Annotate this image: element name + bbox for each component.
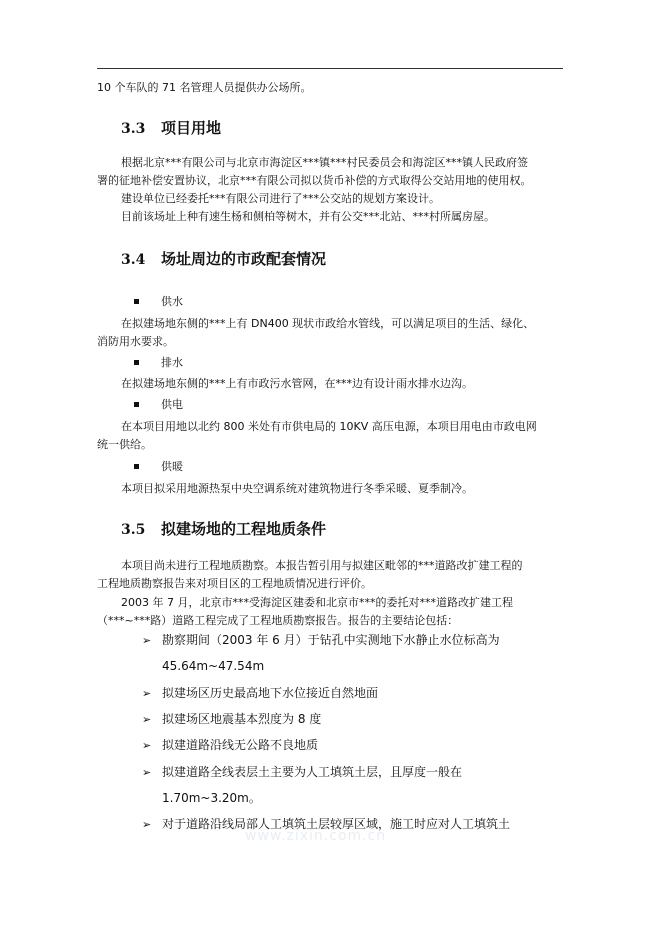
bullet-text: 拟建场区地震基本烈度为 8 度 [162, 712, 322, 726]
paragraph-line: 本项目尚未进行工程地质勘察。本报告暂引用与拟建区毗邻的***道路改扩建工程的 [121, 559, 523, 572]
section-3-4-heading [121, 249, 326, 270]
item-text-line: 统一供给。 [97, 438, 152, 451]
bullet-continuation: 1.70m~3.20m。 [162, 791, 261, 805]
square-bullet-icon [134, 360, 139, 365]
section-number: 3.5 [121, 522, 146, 538]
item-text-line: 本项目拟采用地源热泵中央空调系统对建筑物进行冬季采暖、夏季制冷。 [121, 482, 473, 495]
paragraph-line: 工程地质勘察报告来对项目区的工程地质情况进行评价。 [97, 577, 372, 590]
paragraph-line: 建设单位已经委托***有限公司进行了***公交站的规划方案设计。 [121, 192, 440, 205]
header-rule [97, 68, 563, 69]
item-label: 供水 [161, 295, 183, 308]
bullet-text: 拟建场区历史最高地下水位接近自然地面 [162, 686, 379, 700]
arrow-bullet-icon: ➢ [142, 766, 152, 779]
list-item [142, 685, 378, 702]
list-item [142, 711, 321, 728]
top-line: 10 个车队的 71 名管理人员提供办公场所。 [97, 81, 312, 94]
list-item [142, 764, 462, 781]
list-item-drainage [134, 356, 183, 370]
item-text-line: 在本项目用地以北约 800 米处有市供电局的 10KV 高压电源，本项目用电由市政电网 [121, 420, 537, 433]
section-number: 3.3 [121, 121, 146, 137]
list-item-power [134, 398, 183, 412]
paragraph-line: 根据北京***有限公司与北京市海淀区***镇***村民委员会和海淀区***镇人民政府签 [121, 156, 528, 169]
list-item-water-supply [134, 295, 183, 309]
arrow-bullet-icon: ➢ [142, 818, 152, 831]
square-bullet-icon [134, 402, 139, 407]
bullet-text: 勘察期间（2003 年 6 月）于钻孔中实测地下水静止水位标高为 [162, 633, 500, 647]
paragraph-line: （***~***路）道路工程完成了工程地质勘察报告。报告的主要结论包括： [97, 614, 459, 627]
watermark: www.zixin.com.cn [245, 828, 387, 844]
arrow-bullet-icon: ➢ [142, 634, 152, 647]
square-bullet-icon [134, 299, 139, 304]
list-item [142, 632, 500, 649]
section-title: 场址周边的市政配套情况 [161, 250, 327, 268]
bullet-text: 拟建道路全线表层土主要为人工填筑土层，且厚度一般在 [162, 765, 463, 779]
arrow-bullet-icon: ➢ [142, 687, 152, 700]
paragraph-line: 2003 年 7 月，北京市***受海淀区建委和北京市***的委托对***道路改扩建工程 [121, 596, 513, 609]
section-3-5-heading [121, 519, 326, 540]
item-text-line: 消防用水要求。 [97, 335, 174, 348]
item-label: 供电 [161, 398, 183, 411]
list-item-heating [134, 460, 183, 474]
paragraph-line: 目前该场址上种有速生杨和侧柏等树木，并有公交***北站、***村所属房屋。 [121, 210, 495, 223]
item-text-line: 在拟建场地东侧的***上有 DN400 现状市政给水管线，可以满足项目的生活、绿化、 [121, 317, 535, 330]
arrow-bullet-icon: ➢ [142, 713, 152, 726]
section-title: 项目用地 [161, 119, 222, 137]
square-bullet-icon [134, 464, 139, 469]
bullet-continuation: 45.64m~47.54m [162, 659, 265, 673]
arrow-bullet-icon: ➢ [142, 739, 152, 752]
paragraph-line: 署的征地补偿安置协议，北京***有限公司拟以货币补偿的方式取得公交站用地的使用权。 [97, 174, 532, 187]
bullet-text: 对于道路沿线局部人工填筑土层较厚区域，施工时应对人工填筑土 [162, 817, 511, 831]
section-title: 拟建场地的工程地质条件 [161, 520, 327, 538]
list-item [142, 737, 318, 754]
item-label: 排水 [161, 356, 183, 369]
item-text-line: 在拟建场地东侧的***上有市政污水管网，在***边有设计雨水排水边沟。 [121, 377, 473, 390]
bullet-text: 拟建道路沿线无公路不良地质 [162, 738, 319, 752]
section-number: 3.4 [121, 252, 146, 268]
item-label: 供暖 [161, 460, 183, 473]
section-3-3-heading [121, 118, 221, 139]
